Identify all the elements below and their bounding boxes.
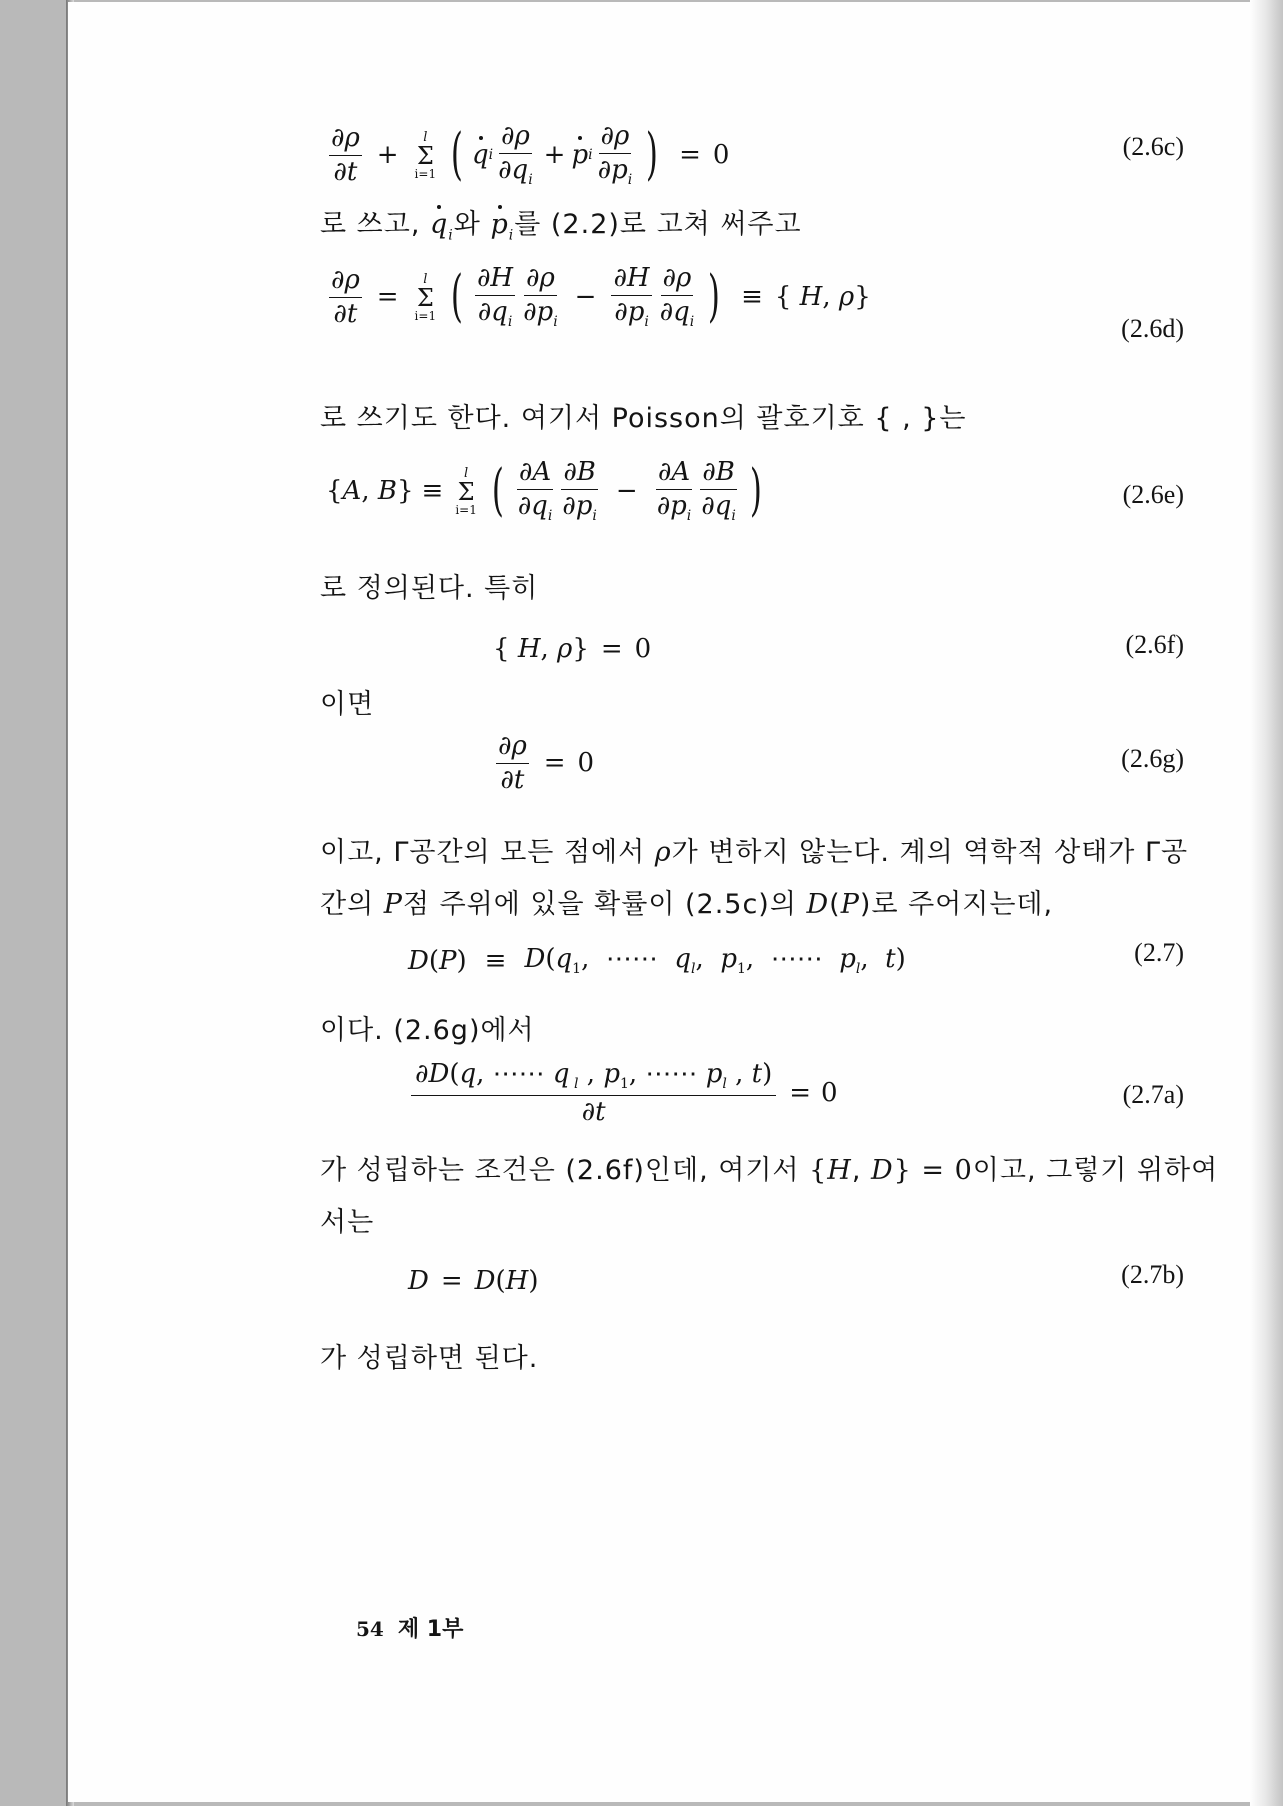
summation: l Σ i=1 xyxy=(414,129,437,181)
text-line: 로 정의된다. 특히 xyxy=(320,573,539,604)
equation-number: (2.7b) xyxy=(1121,1260,1184,1289)
text-line: 이고, Γ공간의 모든 점에서 ρ가 변하지 않는다. 계의 역학적 상태가 Γ공 xyxy=(320,837,1189,868)
text-line: 로 쓰기도 한다. 여기서 Poisson의 괄호기호 { , }는 xyxy=(320,403,967,434)
text-line: 가 성립하면 된다. xyxy=(320,1343,539,1374)
equation-2-6f: { H, ρ} = 0 xyxy=(493,634,652,664)
fraction: $\frac{\partial\rho}{\partial t}$ xyxy=(331,122,360,187)
page-number: 54 xyxy=(356,1617,384,1641)
equation-2-6e: {A, B} ≡ l Σ i=1 ( $\frac{\partial A}{\partial q_i}$ $\frac{\partial B}{\partial p_i}$ − $\frac{\partial A}{\partial p_i}$ $\frac{\partial B}{\partial q_i}$ ) xyxy=(326,457,762,524)
equation-number: (2.7a) xyxy=(1122,1080,1184,1109)
text-line: 로 쓰고, $q_i$와 $p_i$를 (2.2)로 고쳐 써주고 xyxy=(320,209,802,244)
part-label: 제 1부 xyxy=(397,1617,464,1642)
equation-number: (2.6c) xyxy=(1122,132,1184,161)
equation-2-7b: D = D(H) xyxy=(408,1266,539,1296)
page-footer xyxy=(356,1612,463,1643)
equation-number: (2.6g) xyxy=(1121,744,1184,773)
book-page xyxy=(68,2,1268,1802)
equation-2-7a: $\frac{\partial D(q, \cdots\cdots q _l , p_1, \cdots\cdots p_l , t)}{\partial t}$ = 0 xyxy=(408,1060,838,1126)
equation-2-7: D(P) ≡ $D(q_1$, ⋯⋯ $q_l$, $p_1$, ⋯⋯ $p_l$, t) xyxy=(408,944,906,978)
equation-2-6g: $\frac{\partial\rho}{\partial t}$ = 0 xyxy=(498,731,595,795)
text-line: 이다. (2.6g)에서 xyxy=(320,1015,535,1046)
page-edge-shadow-right xyxy=(1250,0,1283,1806)
equation-2-6c: $\frac{\partial\rho}{\partial t}$ + l Σ i=1 ( q i $\frac{\partial\rho}{\partial q_i}$ + p i $\frac{\partial\rho}{\partial p_i}$ ) = 0 xyxy=(331,121,730,188)
text-line: 간의 P점 주위에 있을 확률이 (2.5c)의 D(P)로 주어지는데, xyxy=(320,889,1054,920)
text-line: 가 성립하는 조건은 (2.6f)인데, 여기서 {H, D} = 0이고, 그렇기 위하여 xyxy=(320,1155,1219,1186)
equation-number: (2.6e) xyxy=(1122,480,1184,509)
equation-number: (2.6d) xyxy=(1121,314,1184,343)
text-line: 서는 xyxy=(320,1207,375,1238)
equation-number: (2.7) xyxy=(1134,938,1184,967)
equation-2-6d: $\frac{\partial\rho}{\partial t}$ = l Σ i=1 ( $\frac{\partial H}{\partial q_i}$ $\frac{\partial\rho}{\partial p_i}$ − $\frac{\partial H}{\partial p_i}$ $\frac{\partial\rho}{\partial q_i}$ ) ≡ { H, ρ} xyxy=(331,263,871,330)
equation-number: (2.6f) xyxy=(1125,630,1184,659)
text-line: 이면 xyxy=(320,689,375,720)
